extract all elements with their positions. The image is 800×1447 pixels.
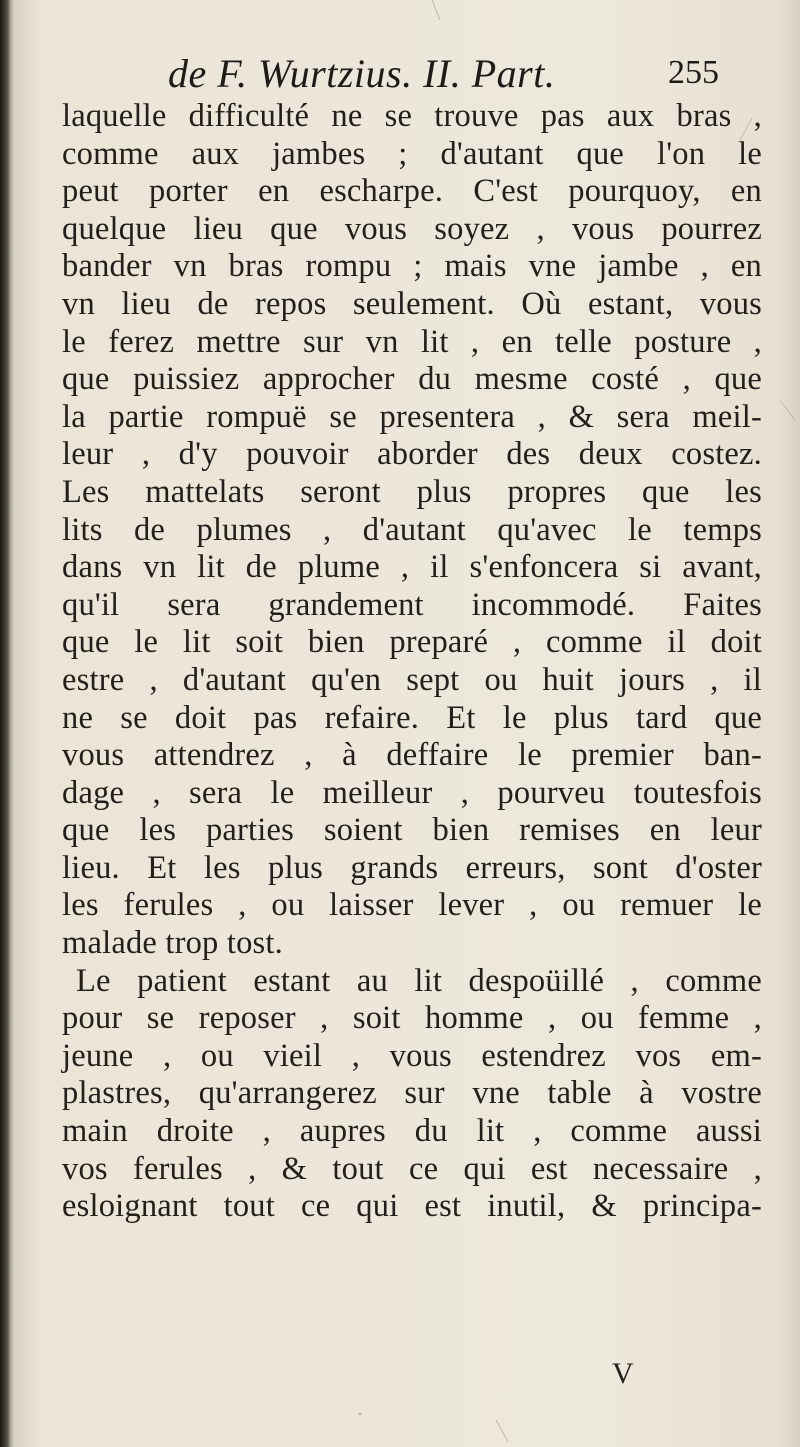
binding-gutter xyxy=(0,0,10,1447)
text-line: leur , d'y pouvoir aborder des deux costez. xyxy=(62,436,762,473)
running-title: de F. Wurtzius. II. Part. xyxy=(168,51,556,96)
page-number: 255 xyxy=(668,54,719,91)
text-line: comme aux jambes ; d'autant que l'on le xyxy=(62,135,762,172)
text-line: vos ferules , & tout ce qui est necessaire , xyxy=(62,1150,762,1187)
text-line: les ferules , ou laisser lever , ou remuer le xyxy=(62,887,762,924)
paragraph-start-line: Le patient estant au lit despoüillé , comme xyxy=(76,962,762,999)
text-line: pour se reposer , soit homme , ou femme , xyxy=(62,1000,762,1037)
text-line: vn lieu de repos seulement. Où estant, vous xyxy=(62,285,762,322)
text-line: jeune , ou vieil , vous estendrez vos em- xyxy=(62,1037,762,1074)
text-line: peut porter en escharpe. C'est pourquoy, en xyxy=(62,173,762,210)
text-line: que le lit soit bien preparé , comme il doit xyxy=(62,624,762,661)
text-line: que puissiez approcher du mesme costé , que xyxy=(62,361,762,398)
signature-mark: V xyxy=(612,1357,634,1390)
text-line: malade trop tost. xyxy=(62,925,283,962)
text-line: le ferez mettre sur vn lit , en telle posture , xyxy=(62,323,762,360)
text-line: la partie rompuë se presentera , & sera meil- xyxy=(62,398,762,435)
text-line: main droite , aupres du lit , comme aussi xyxy=(62,1113,762,1150)
text-line: qu'il sera grandement incommodé. Faites xyxy=(62,586,762,623)
text-line: dage , sera le meilleur , pourveu toutesfois xyxy=(62,774,762,811)
text-line: Les mattelats seront plus propres que les xyxy=(62,473,762,510)
text-line: bander vn bras rompu ; mais vne jambe , en xyxy=(62,248,762,285)
text-line: lits de plumes , d'autant qu'avec le temps xyxy=(62,511,762,548)
text-line: que les parties soient bien remises en leur xyxy=(62,812,762,849)
text-line: plastres, qu'arrangerez sur vne table à vostre xyxy=(62,1075,762,1112)
running-header xyxy=(168,50,768,102)
text-line: esloignant tout ce qui est inutil, & principa- xyxy=(62,1188,762,1225)
text-line: vous attendrez , à deffaire le premier ban- xyxy=(62,737,762,774)
body-text xyxy=(62,98,782,1226)
text-line: estre , d'autant qu'en sept ou huit jours , il xyxy=(62,661,762,698)
text-line: dans vn lit de plume , il s'enfoncera si avant, xyxy=(62,549,762,586)
text-line: ne se doit pas refaire. Et le plus tard que xyxy=(62,699,762,736)
text-line: laquelle difficulté ne se trouve pas aux bras , xyxy=(62,98,762,134)
text-line: quelque lieu que vous soyez , vous pourrez xyxy=(62,210,762,247)
text-line: lieu. Et les plus grands erreurs, sont d'oster xyxy=(62,849,762,886)
